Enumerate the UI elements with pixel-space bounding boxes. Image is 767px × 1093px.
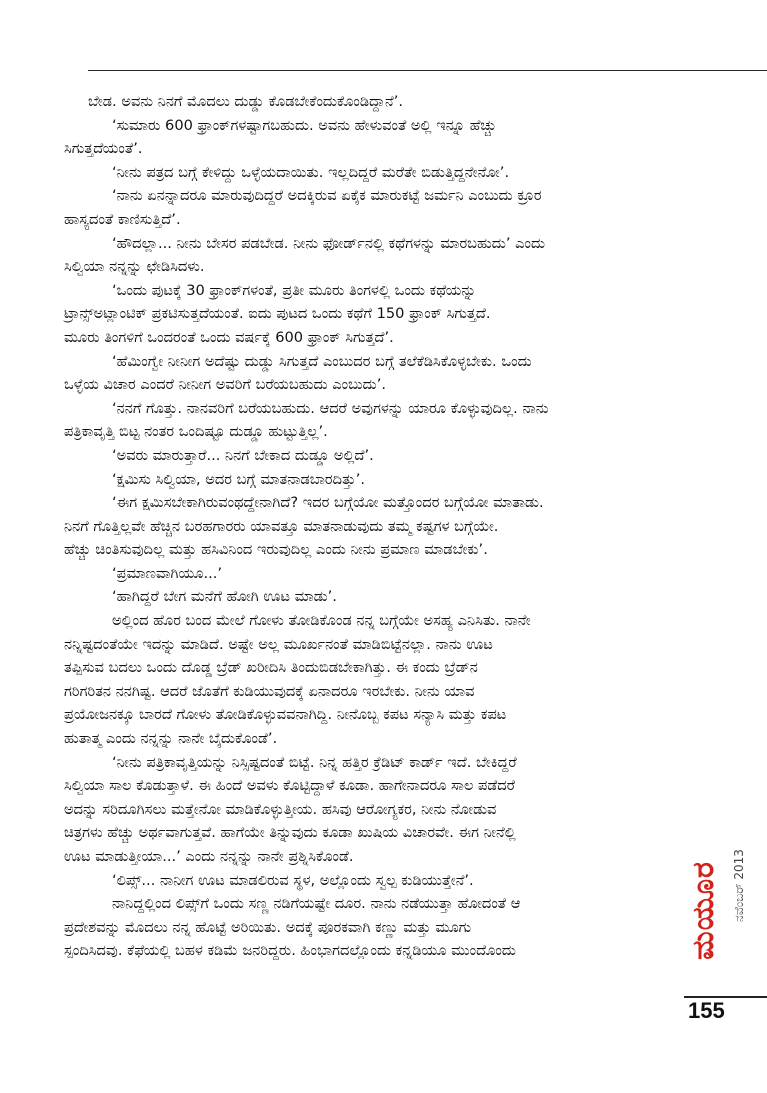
text-line: ಸ್ಪಂದಿಸಿದವು. ಕೆಫೆಯಲ್ಲಿ ಬಹಳ ಕಡಿಮೆ ಜನರಿದ್ದರು. ಹಿಂಭಾಗದಲ್ಲೊಂದು ಕನ್ನಡಿಯೂ ಮುಂದೊಂದು — [64, 942, 516, 960]
text-line: ‘ಒಂದು ಪುಟಕ್ಕೆ 30 ಫ್ರಾಂಕ್‌ಗಳಂತೆ, ಪ್ರತೀ ಮೂರು ತಿಂಗಳಲ್ಲಿ ಒಂದು ಕಥೆಯನ್ನು — [112, 281, 477, 299]
text-line: ‘ಅವರು ಮಾರುತ್ತಾರೆ... ನಿನಗೆ ಬೇಕಾದ ದುಡ್ಡೂ ಅಲ್ಲಿದೆ’. — [112, 446, 374, 464]
paragraph — [64, 114, 666, 161]
text-line: ಹೆಚ್ಚು ಚಿಂತಿಸುವುದಿಲ್ಲ ಮತ್ತು ಹಸಿವಿನಿಂದ ಇರುವುದಿಲ್ಲ ಎಂದು ನೀನು ಪ್ರಮಾಣ ಮಾಡಬೇಕು’. — [64, 541, 488, 559]
text-line: ತಪ್ಪಿಸುವ ಬದಲು ಒಂದು ದೊಡ್ಡ ಬ್ರೆಡ್ ಖರೀದಿಸಿ ತಿಂದುಬಿಡಬೇಕಾಗಿತ್ತು. ಈ ಕಂದು ಬ್ರೆಡ್‌ನ — [64, 659, 478, 677]
text-line: ‘ಈಗ ಕ್ಷಮಿಸಬೇಕಾಗಿರುವಂಥದ್ದೇನಾಗಿದೆ? ಇದರ ಬಗ್ಗೆಯೋ ಮತ್ತೊಂದರ ಬಗ್ಗೆಯೋ ಮಾತಾಡು. — [112, 494, 544, 512]
paragraph — [64, 232, 666, 279]
text-line: ಸಿಲ್ವಿಯಾ ನನ್ನನ್ನು ಛೇಡಿಸಿದಳು. — [64, 258, 205, 276]
page-number: 155 — [688, 998, 725, 1023]
paragraph — [64, 397, 666, 444]
paragraph — [88, 585, 666, 609]
text-line: ನಾನಿದ್ದಲ್ಲಿಂದ ಲಿಪ್ಸ್‌ಗೆ ಒಂದು ಸಣ್ಣ ನಡಿಗೆಯಷ್ಟೇ ದೂರ. ನಾನು ನಡೆಯುತ್ತಾ ಹೋದಂತೆ ಆ — [112, 895, 521, 913]
text-line: ‘ಹೌದಲ್ಲಾ... ನೀನು ಬೇಸರ ಪಡಬೇಡ. ನೀನು ಫೋರ್ಡ್‌ನಲ್ಲಿ ಕಥೆಗಳನ್ನು ಮಾರಬಹುದು’ ಎಂದು — [112, 234, 546, 252]
text-line: ಊಟ ಮಾಡುತ್ತೀಯಾ...’ ಎಂದು ನನ್ನನ್ನು ನಾನೇ ಪ್ರಶ್ನಿಸಿಕೊಂಡೆ. — [64, 848, 354, 865]
text-line: ‘ನೀನು ಪತ್ರಿಕಾವೃತ್ತಿಯನ್ನು ನಿಸ್ಸಿಷ್ಟದಂತೆ ಬಿಟ್ಟೆ. ನಿನ್ನ ಹತ್ತಿರ ಕ್ರೆಡಿಟ್ ಕಾರ್ಡ್ ಇದೆ. ಬೇಕಿದ್ದರೆ — [112, 753, 517, 771]
paragraph — [88, 869, 666, 893]
text-line: ನನ್ನಿಷ್ಟದಂತೆಯೇ ಇದನ್ನು ಮಾಡಿದೆ. ಅಷ್ಟೇ ಅಲ್ಲ ಮೂರ್ಖನಂತೆ ಮಾಡಿಬಿಟ್ಟೆನಲ್ಲಾ. ನಾನು ಊಟ — [64, 635, 493, 653]
text-line: ಪ್ರದೇಶವನ್ನು ಮೊದಲು ನನ್ನ ಹೊಟ್ಟೆ ಅರಿಯಿತು. ಅದಕ್ಕೆ ಪೂರಕವಾಗಿ ಕಣ್ಣು ಮತ್ತು ಮೂಗು — [64, 918, 472, 936]
paragraph — [64, 491, 666, 562]
text-line: ಅಲ್ಲಿಂದ ಹೊರ ಬಂದ ಮೇಲೆ ಗೋಳು ತೋಡಿಕೊಂಡ ನನ್ನ ಬಗ್ಗೆಯೇ ಅಸಹ್ಯ ಎನಿಸಿತು. ನಾನೇ — [112, 612, 531, 630]
paragraph — [64, 350, 666, 397]
text-line: ನಿನಗೆ ಗೊತ್ತಿಲ್ಲವೇ ಹೆಚ್ಚಿನ ಬರಹಗಾರರು ಯಾವತ್ತೂ ಮಾತನಾಡುವುದು ತಮ್ಮ ಕಷ್ಟಗಳ ಬಗ್ಗೆಯೇ. — [64, 517, 499, 535]
text-line: ‘ಲಿಪ್ಸ್... ನಾನೀಗ ಊಟ ಮಾಡಲಿರುವ ಸ್ಥಳ, ಅಲ್ಲೊಂದು ಸ್ವಲ್ಪ ಕುಡಿಯುತ್ತೇನೆ’. — [112, 871, 474, 889]
paragraph — [64, 892, 666, 963]
paragraph — [64, 609, 666, 751]
text-line: ‘ಹಾಗಿದ್ದರೆ ಬೇಗ ಮನೆಗೆ ಹೋಗಿ ಊಟ ಮಾಡು’. — [112, 588, 337, 606]
text-line: ಪ್ರಯೋಜನಕ್ಕೂ ಬಾರದೆ ಗೋಳು ತೋಡಿಕೊಳ್ಳುವವನಾಗಿದ್ದಿ. ನೀನೊಬ್ಬ ಕಪಟ ಸನ್ಯಾಸಿ ಮತ್ತು ಕಪಟ — [64, 706, 507, 724]
text-line: ಬೇಡ. ಅವನು ನಿನಗೆ ಮೊದಲು ದುಡ್ಡು ಕೊಡಬೇಕೆಂದುಕೊಂಡಿದ್ದಾನೆ’. — [88, 93, 403, 110]
paragraph — [88, 161, 666, 185]
issue-date-block — [724, 785, 754, 985]
text-line: ‘ಕ್ಷಮಿಸು ಸಿಲ್ವಿಯಾ, ಅದರ ಬಗ್ಗೆ ಮಾತನಾಡಬಾರದಿತ್ತು’. — [112, 470, 365, 488]
text-line: ಸಿಗುತ್ತದೆಯಂತೆ’. — [64, 140, 143, 158]
top-rule — [88, 70, 767, 71]
paragraph — [88, 90, 666, 114]
issue-date: ನವೆಂಬರ್ 2013 — [731, 848, 746, 922]
text-line: ‘ಹೆಮಿಂಗ್ವೇ ನೀನೀಗ ಅದೆಷ್ಟು ದುಡ್ಡು ಸಿಗುತ್ತದೆ ಎಂಬುದರ ಬಗ್ಗೆ ತಲೆಕೆಡಿಸಿಕೊಳ್ಳಬೇಕು. ಒಂದು — [112, 352, 532, 370]
text-line: ‘ಪ್ರಮಾಣವಾಗಿಯೂ...’ — [112, 564, 223, 582]
text-line: ಹುತಾತ್ಮ ಎಂದು ನನ್ನನ್ನು ನಾನೇ ಬೈದುಕೊಂಡೆ’. — [64, 730, 278, 748]
text-line: ಪತ್ರಿಕಾವೃತ್ತಿ ಬಿಟ್ಟ ನಂತರ ಒಂದಿಷ್ಟೂ ದುಡ್ಡೂ ಹುಟ್ಟುತ್ತಿಲ್ಲ’. — [64, 423, 328, 441]
paragraph — [88, 468, 666, 492]
paragraph — [64, 184, 666, 231]
text-line: ‘ನೀನು ಪತ್ರದ ಬಗ್ಗೆ ಕೇಳಿದ್ದು ಒಳ್ಳೆಯದಾಯಿತು. ಇಲ್ಲದಿದ್ದರೆ ಮರೆತೇ ಬಿಡುತ್ತಿದ್ದನೇನೋ’. — [112, 163, 510, 181]
paragraph — [64, 751, 666, 869]
text-line: ಚಿತ್ರಗಳು ಹೆಚ್ಚು ಅರ್ಥವಾಗುತ್ತವೆ. ಹಾಗೆಯೇ ತಿನ್ನುವುದು ಕೂಡಾ ಖುಷಿಯ ವಿಚಾರವೇ. ಈಗ ನೀನೆಲ್ಲಿ — [64, 824, 516, 842]
text-line: ಮೂರು ತಿಂಗಳಿಗೆ ಒಂದರಂತೆ ಒಂದು ವರ್ಷಕ್ಕೆ 600 ಫ್ರಾಂಕ್ ಸಿಗುತ್ತದೆ’. — [64, 328, 394, 346]
text-line: ‘ನಾನು ಏನನ್ನಾದರೂ ಮಾರುವುದಿದ್ದರೆ ಅದಕ್ಕಿರುವ ಏಕೈಕ ಮಾರುಕಟ್ಟೆ ಜರ್ಮನಿ ಎಂಬುದು ಕ್ರೂರ — [112, 187, 542, 205]
text-line: ಹಾಸ್ಯದಂತೆ ಕಾಣಿಸುತ್ತಿದೆ’. — [64, 210, 181, 228]
paragraph — [88, 562, 666, 586]
paragraph — [88, 444, 666, 468]
paragraph — [64, 279, 666, 350]
article-body — [64, 90, 666, 963]
text-line: ‘ನನಗೆ ಗೊತ್ತು. ನಾನವರಿಗೆ ಬರೆಯಬಹುದು. ಆದರೆ ಅವುಗಳನ್ನು ಯಾರೂ ಕೊಳ್ಳುವುದಿಲ್ಲ. ನಾನು — [112, 399, 549, 417]
magazine-masthead — [686, 830, 720, 990]
side-strip — [680, 775, 760, 995]
text-line: ಅದನ್ನು ಸರಿದೂಗಿಸಲು ಮತ್ತೇನೋ ಮಾಡಿಕೊಳ್ಳುತ್ತೀಯ. ಹಸಿವು ಆರೋಗ್ಯಕರ, ನೀನು ನೋಡುವ — [64, 800, 497, 818]
text-line: ‘ಸುಮಾರು 600 ಫ್ರಾಂಕ್‌ಗಳಷ್ಟಾಗಬಹುದು. ಅವನು ಹೇಳುವಂತೆ ಅಲ್ಲಿ ಇನ್ನೂ ಹೆಚ್ಚು — [112, 116, 497, 134]
text-line: ಟ್ರಾನ್ಸ್‌ಅಟ್ಲಾಂಟಿಕ್ ಪ್ರಕಟಿಸುತ್ತದೆಯಂತೆ. ಐದು ಪುಟದ ಒಂದು ಕಥೆಗೆ 150 ಫ್ರಾಂಕ್ ಸಿಗುತ್ತದೆ. — [64, 305, 491, 323]
text-line: ಗರಿಗರಿತನ ನನಗಿಷ್ಟ. ಆದರೆ ಜೊತೆಗೆ ಕುಡಿಯುವುದಕ್ಕೆ ಏನಾದರೂ ಇರಬೇಕು. ನೀನು ಯಾವ — [64, 682, 475, 700]
text-line: ಒಳ್ಳೆಯ ವಿಚಾರ ಎಂದರೆ ನೀನೀಗ ಅವರಿಗೆ ಬರೆಯಬಹುದು ಎಂಬುದು’. — [64, 376, 386, 394]
text-line: ಸಿಲ್ವಿಯಾ ಸಾಲ ಕೊಡುತ್ತಾಳೆ. ಈ ಹಿಂದೆ ಅವಳು ಕೊಟ್ಟಿದ್ದಾಳೆ ಕೂಡಾ. ಹಾಗೇನಾದರೂ ಸಾಲ ಪಡೆದರೆ — [64, 777, 515, 795]
magazine-name: ಮಯೂರ — [685, 860, 721, 960]
